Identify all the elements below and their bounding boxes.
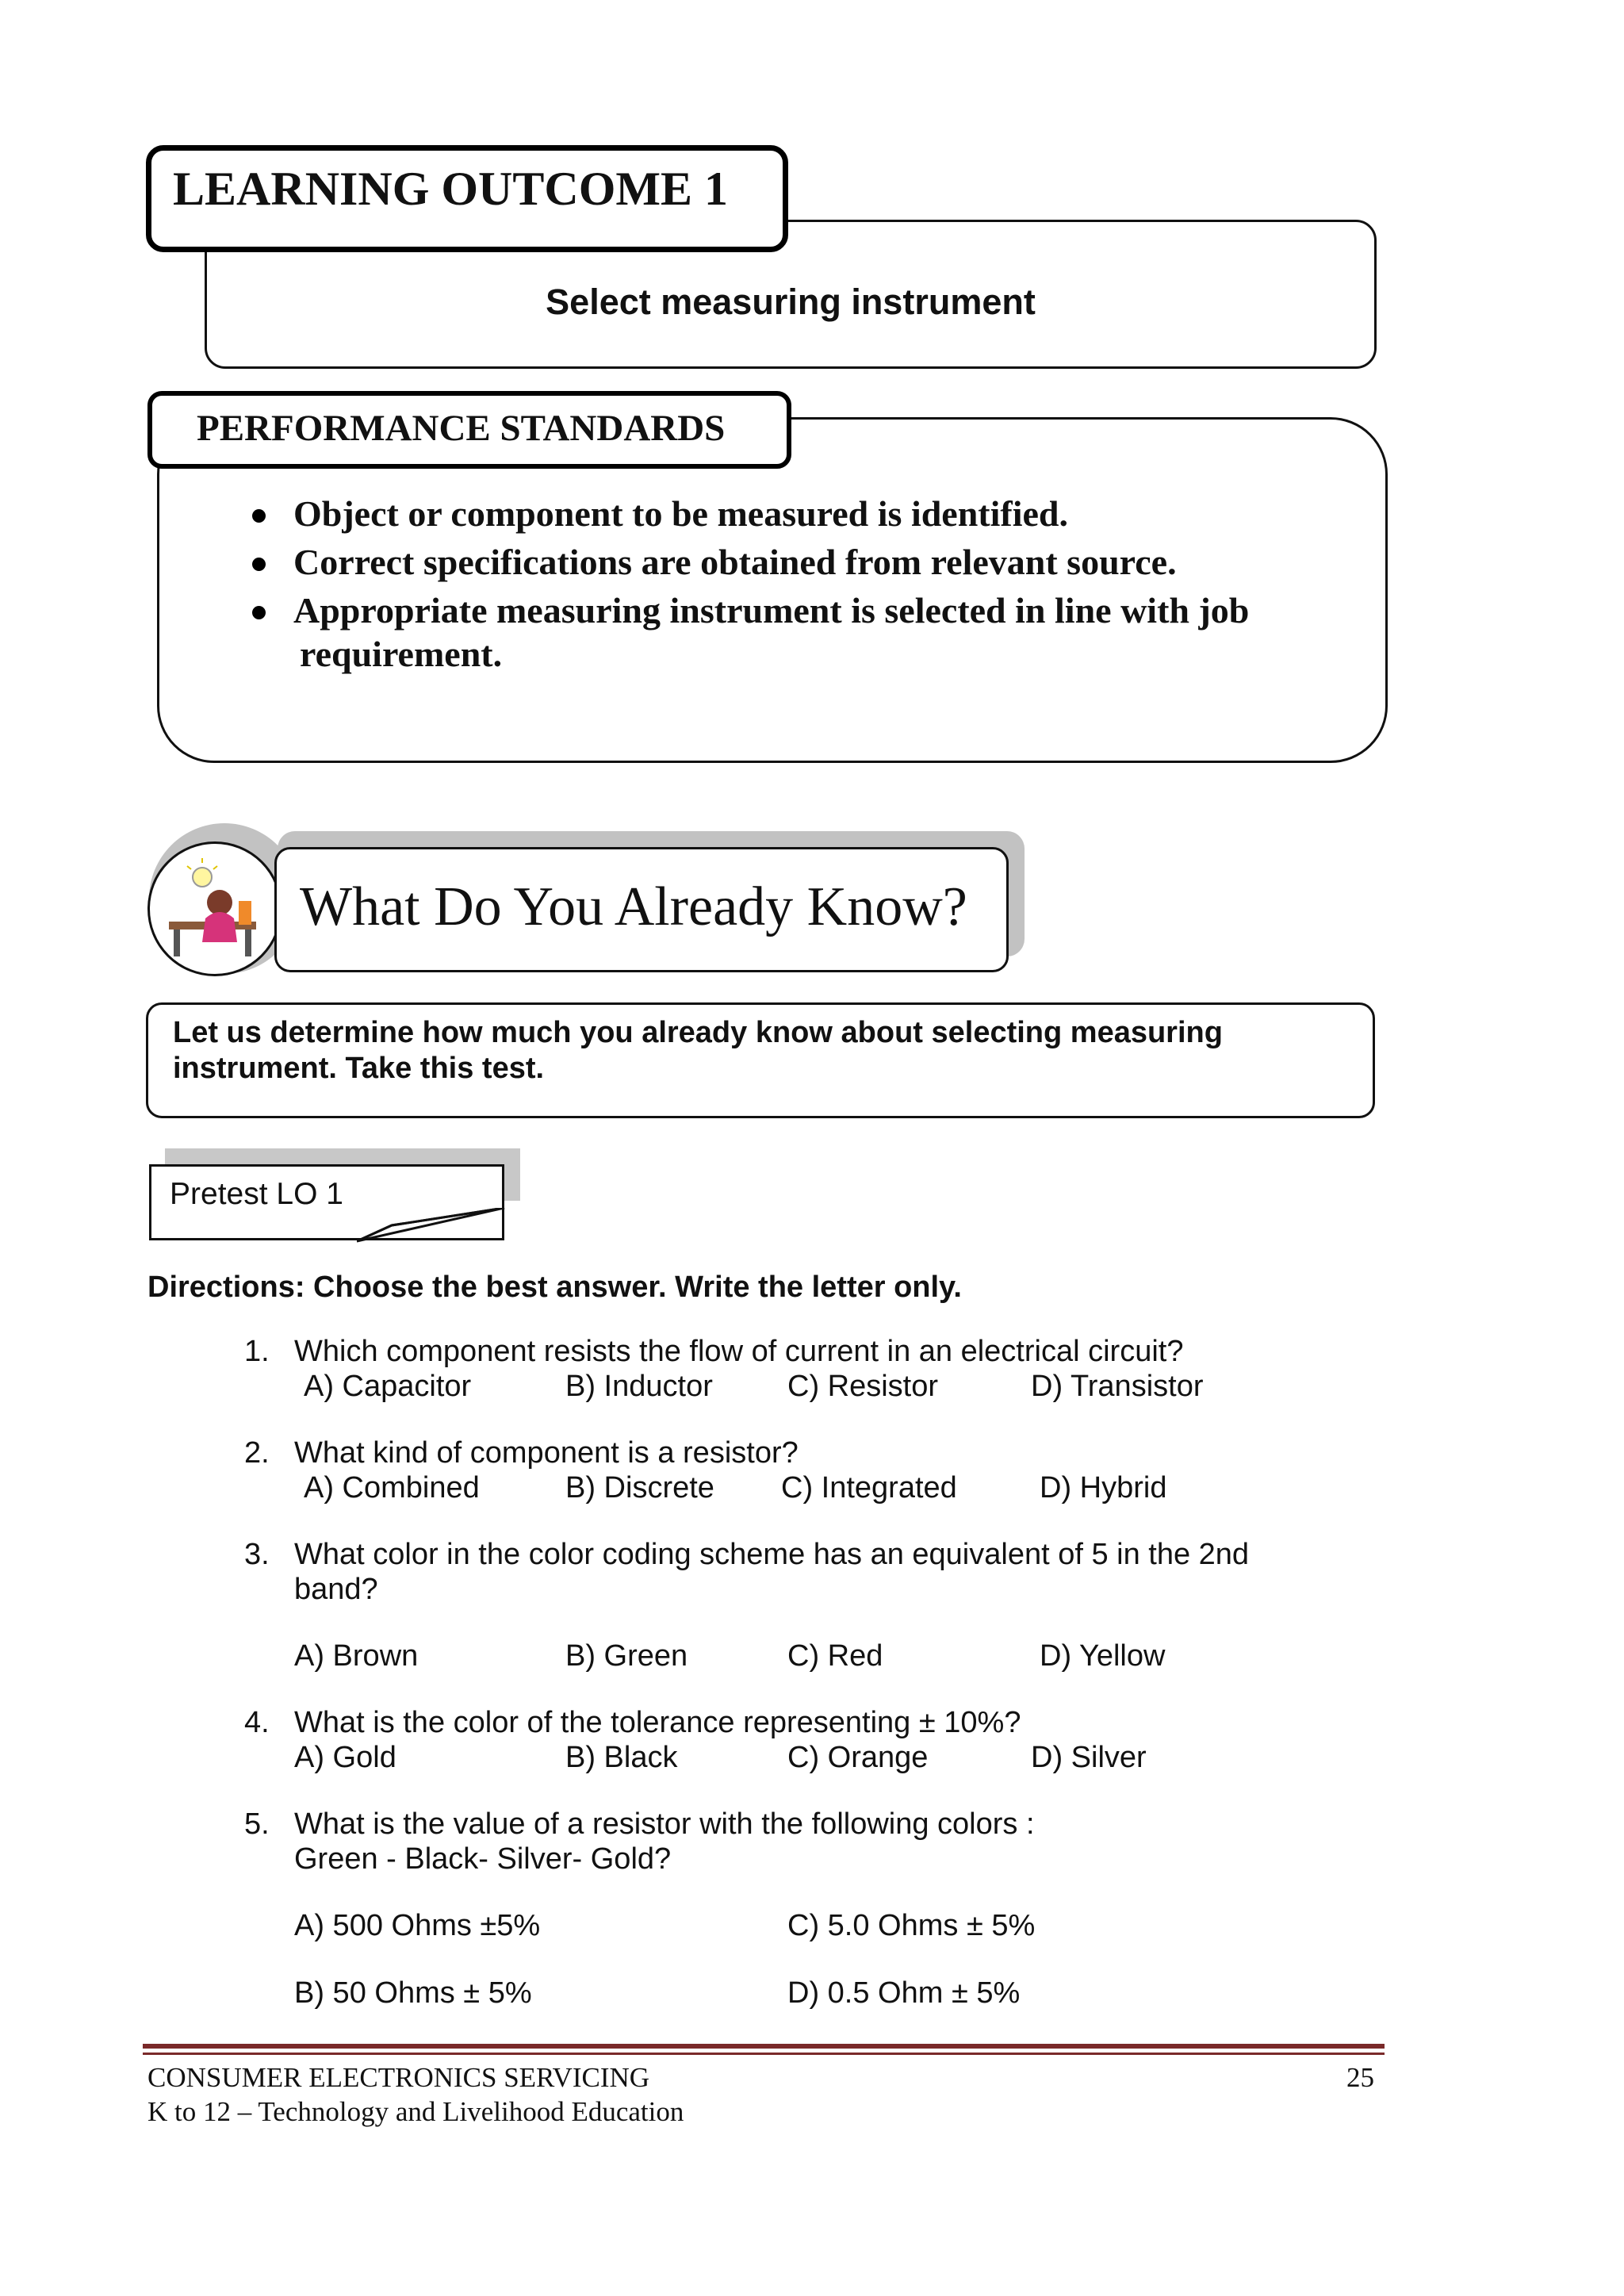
question-number: 1.	[244, 1335, 270, 1368]
question-text: What kind of component is a resistor?	[294, 1436, 799, 1470]
performance-standards-title: PERFORMANCE STANDARDS	[197, 408, 726, 449]
intro-text	[173, 1015, 1331, 1087]
footer-program: K to 12 – Technology and Livelihood Education	[147, 2096, 684, 2127]
bullet-icon	[252, 558, 266, 571]
answer-option: A) 500 Ohms ±5%	[294, 1909, 541, 1942]
question-text: What color in the color coding scheme has an equivalent of 5 in the 2nd	[294, 1538, 1250, 1571]
answer-option: C) Red	[787, 1639, 883, 1673]
learning-outcome-subtitle: Select measuring instrument	[546, 282, 1036, 322]
standard-item: Correct specifications are obtained from relevant source.	[293, 542, 1177, 582]
question-text-continuation: band?	[294, 1573, 378, 1606]
footer-divider	[143, 2044, 1385, 2049]
answer-option: C) Resistor	[787, 1370, 939, 1403]
question-text: What is the color of the tolerance representing ± 10%?	[294, 1706, 1021, 1739]
footer-divider	[143, 2053, 1385, 2055]
section-title: What Do You Already Know?	[300, 876, 967, 937]
answer-option: A) Combined	[304, 1471, 480, 1504]
intro-line: instrument. Take this test.	[173, 1052, 545, 1085]
footer-course-title: CONSUMER ELECTRONICS SERVICING	[147, 2062, 650, 2093]
answer-option: D) 0.5 Ohm ± 5%	[787, 1976, 1021, 2010]
standard-item: Object or component to be measured is identified.	[293, 493, 1069, 534]
answer-option: D) Silver	[1031, 1741, 1147, 1774]
question-text: What is the value of a resistor with the following colors :	[294, 1807, 1035, 1841]
pretest-label: Pretest LO 1	[170, 1177, 343, 1211]
question-number: 3.	[244, 1538, 270, 1571]
learning-outcome-title: LEARNING OUTCOME 1	[173, 163, 729, 215]
question-text: Which component resists the flow of current in an electrical circuit?	[294, 1335, 1184, 1368]
answer-option: D) Transistor	[1031, 1370, 1204, 1403]
bullet-icon	[252, 606, 266, 619]
question-number: 5.	[244, 1807, 270, 1841]
answer-option: A) Gold	[294, 1741, 396, 1774]
answer-option: B) Inductor	[565, 1370, 713, 1403]
question-number: 2.	[244, 1436, 270, 1470]
bullet-icon	[252, 509, 266, 523]
answer-option: B) Green	[565, 1639, 688, 1673]
answer-option: C) Orange	[787, 1741, 929, 1774]
answer-option: D) Hybrid	[1040, 1471, 1167, 1504]
answer-option: C) 5.0 Ohms ± 5%	[787, 1909, 1036, 1942]
standard-item-continuation: requirement.	[300, 634, 503, 674]
answer-option: C) Integrated	[781, 1471, 957, 1504]
answer-option: D) Yellow	[1040, 1639, 1166, 1673]
question-number: 4.	[244, 1706, 270, 1739]
answer-option: B) Black	[565, 1741, 678, 1774]
intro-line: Let us determine how much you already know about selecting measuring	[173, 1016, 1223, 1049]
page-number: 25	[1346, 2062, 1374, 2093]
page-curl-icon	[357, 1208, 508, 1243]
student-thinking-icon	[147, 841, 282, 976]
directions-text: Directions: Choose the best answer. Write the letter only.	[147, 1271, 962, 1304]
standard-item: Appropriate measuring instrument is selected in line with job	[293, 590, 1250, 631]
answer-option: A) Brown	[294, 1639, 419, 1673]
answer-option: B) Discrete	[565, 1471, 714, 1504]
answer-option: A) Capacitor	[304, 1370, 472, 1403]
answer-option: B) 50 Ohms ± 5%	[294, 1976, 532, 2010]
question-text-continuation: Green - Black- Silver- Gold?	[294, 1842, 672, 1876]
